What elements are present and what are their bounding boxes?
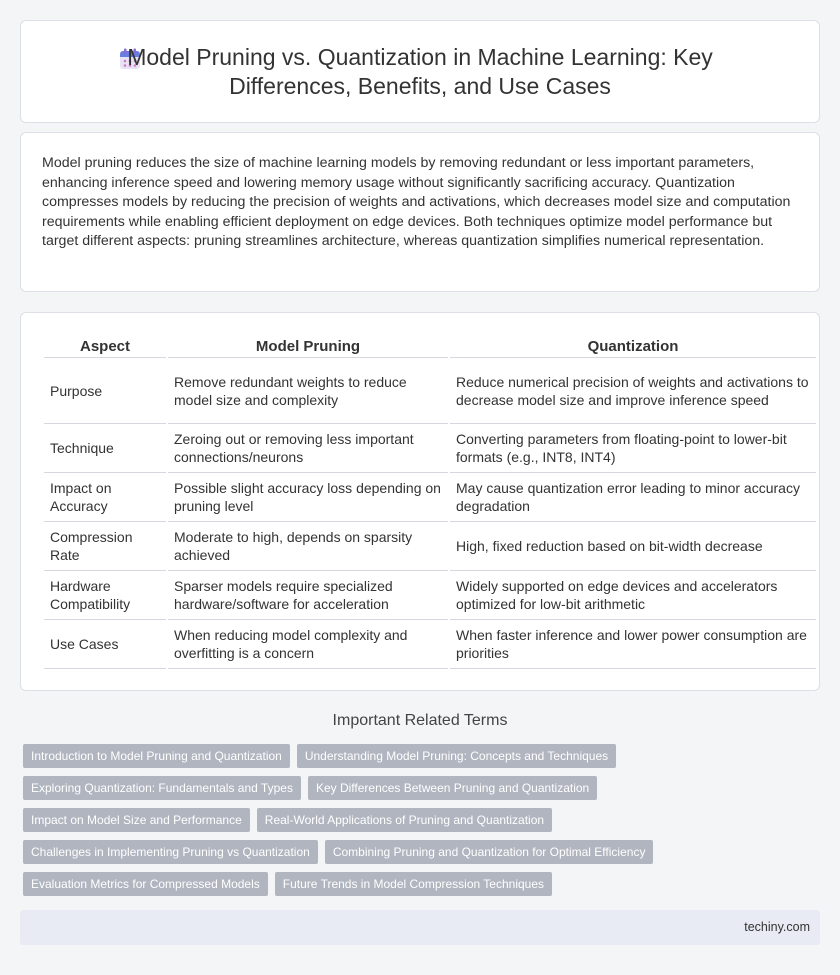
comparison-table	[42, 332, 818, 669]
table-header-row	[44, 332, 816, 358]
aspect-cell: Compression Rate	[44, 522, 166, 571]
pruning-cell: Remove redundant weights to reduce model size and complexity	[168, 358, 448, 424]
aspect-cell: Technique	[44, 424, 166, 473]
site-name[interactable]: techiny.com	[744, 920, 810, 934]
table-row	[44, 620, 816, 669]
header-card	[20, 20, 820, 123]
table-row	[44, 424, 816, 473]
related-term-tag[interactable]: Understanding Model Pruning: Concepts and Techniques	[297, 744, 616, 768]
table-row	[44, 522, 816, 571]
related-terms-list	[23, 744, 813, 904]
quantization-cell: Converting parameters from floating-point to lower-bit formats (e.g., INT8, INT4)	[450, 424, 816, 473]
related-term-tag[interactable]: Exploring Quantization: Fundamentals and Types	[23, 776, 301, 800]
quantization-cell: When faster inference and lower power consumption are priorities	[450, 620, 816, 669]
related-term-tag[interactable]: Introduction to Model Pruning and Quantization	[23, 744, 290, 768]
quantization-cell: Reduce numerical precision of weights and activations to decrease model size and improve inference speed	[450, 358, 816, 424]
aspect-cell: Impact on Accuracy	[44, 473, 166, 522]
related-term-tag[interactable]: Real-World Applications of Pruning and Quantization	[257, 808, 552, 832]
table-row	[44, 571, 816, 620]
related-term-tag[interactable]: Impact on Model Size and Performance	[23, 808, 250, 832]
pruning-cell: When reducing model complexity and overfitting is a concern	[168, 620, 448, 669]
quantization-cell: High, fixed reduction based on bit-width decrease	[450, 522, 816, 571]
quantization-cell: Widely supported on edge devices and accelerators optimized for low-bit arithmetic	[450, 571, 816, 620]
related-term-tag[interactable]: Combining Pruning and Quantization for Optimal Efficiency	[325, 840, 654, 864]
table-row	[44, 473, 816, 522]
header-aspect: Aspect	[44, 332, 166, 358]
related-term-tag[interactable]: Challenges in Implementing Pruning vs Quantization	[23, 840, 318, 864]
footer	[20, 910, 820, 945]
pruning-cell: Possible slight accuracy loss depending on pruning level	[168, 473, 448, 522]
related-terms-title: Important Related Terms	[332, 712, 508, 729]
pruning-cell: Moderate to high, depends on sparsity achieved	[168, 522, 448, 571]
pruning-cell: Zeroing out or removing less important connections/neurons	[168, 424, 448, 473]
aspect-cell: Use Cases	[44, 620, 166, 669]
intro-paragraph: Model pruning reduces the size of machine learning models by removing redundant or less important parameters, enhancing inference speed and lowering memory usage without significantly sacrificing accuracy. Quantization compresses models by reducing the precision of weights and activations, which decreases model size and computation requirements while enabling efficient deployment on edge devices. Both techniques optimize model performance but target different aspects: pruning streamlines architecture, whereas quantization simplifies numerical representation.	[42, 155, 791, 250]
related-term-tag[interactable]: Evaluation Metrics for Compressed Models	[23, 872, 268, 896]
aspect-cell: Purpose	[44, 358, 166, 424]
comparison-card	[20, 312, 820, 691]
page-title: Model Pruning vs. Quantization in Machine Learning: Key Differences, Benefits, and Use Cases	[127, 44, 713, 99]
related-term-tag[interactable]: Future Trends in Model Compression Techniques	[275, 872, 552, 896]
pruning-cell: Sparser models require specialized hardware/software for acceleration	[168, 571, 448, 620]
header-quantization: Quantization	[450, 332, 816, 358]
header-model-pruning: Model Pruning	[168, 332, 448, 358]
aspect-cell: Hardware Compatibility	[44, 571, 166, 620]
table-row	[44, 358, 816, 424]
quantization-cell: May cause quantization error leading to minor accuracy degradation	[450, 473, 816, 522]
related-term-tag[interactable]: Key Differences Between Pruning and Quantization	[308, 776, 597, 800]
intro-card	[20, 132, 820, 292]
